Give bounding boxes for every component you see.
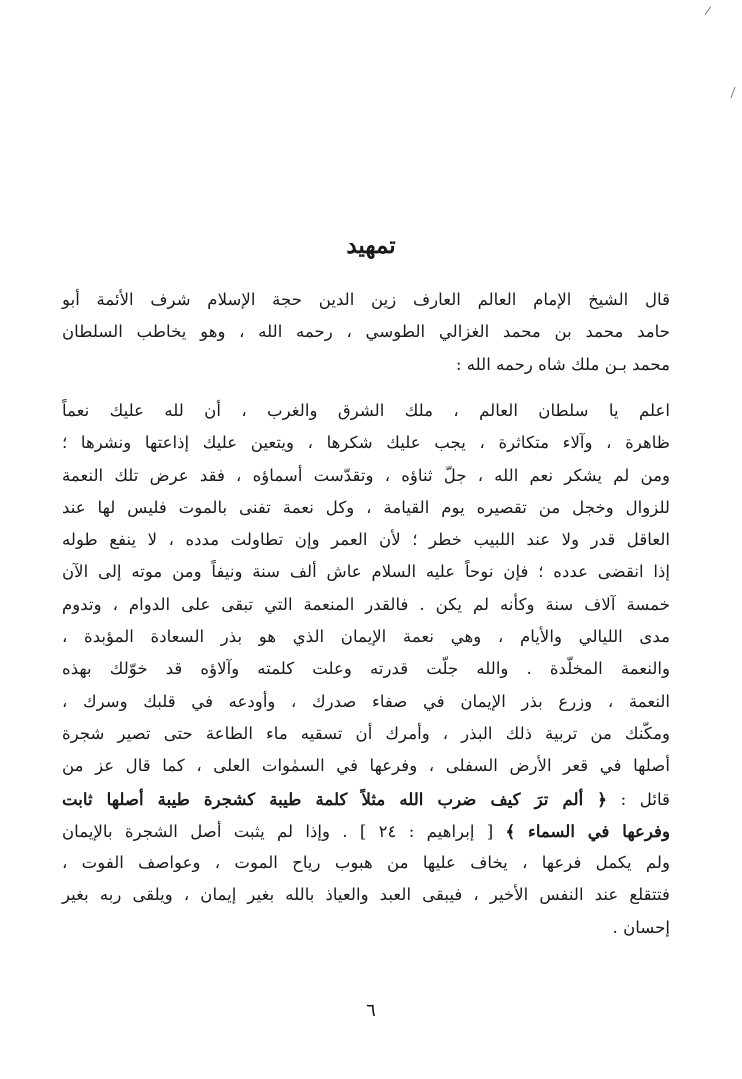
text-line: خمسة آلاف سنة وكأنه لم يكن . فالقدر المنعمة التي تبقى على الدوام ، وتدوم (62, 594, 670, 614)
scan-mark (705, 6, 712, 15)
text-line: مدى الليالي والأيام ، وهي نعمة الإيمان الذي هو بذر السعادة المؤبدة ، (62, 627, 670, 647)
text-line: محمد بـن ملك شاه رحمه الله : (455, 354, 670, 374)
text-line: اعلم يا سلطان العالم ، ملك الشرق والغرب ، أن لله عليك نعماً (62, 401, 670, 420)
quran-verse: ﴿ ألم ترَ كيف ضرب الله مثلاً كلمة طيبة كشجرة طيبة أصلها ثابت (62, 788, 608, 809)
intro-paragraph (62, 284, 670, 381)
text-line: للزوال وخجل من تقصيره يوم القيامة ، وكل نعمة تفنى بالموت فليس لها عند (62, 497, 670, 517)
verse-prefix: قائل : (620, 789, 670, 809)
text-line: والنعمة المخلّدة . والله جلّت قدرته وعلت كلمته وآلاؤه قد خوّلك بهذه (62, 659, 670, 679)
text-line: إذا انقضى عدده ؛ فإن نوحاً عليه السلام عاش ألف سنة ونيفاً ومن موته إلى الآن (62, 562, 670, 582)
verse-citation: [ إبراهيم : ٢٤ ] . (342, 821, 494, 841)
body-paragraph (62, 395, 670, 944)
text-line: أصلها في قعر الأرض السفلى ، وفرعها في السمٰوات العلى ، كما قال عز من (62, 756, 670, 776)
text-line: ومكّنك من تربية ذلك البذر ، وأمرك أن تسقيه ماء الطاعة حتى تصير شجرة (62, 723, 670, 743)
text-line: ومن لم يشكر نعم الله ، جلّ ثناؤه ، وتقدّست أسماؤه ، فقد عرض تلك النعمة (62, 465, 670, 485)
text-span: وإذا لم يثبت أصل الشجرة بالإيمان (62, 821, 330, 841)
page-title: تمهيد (346, 232, 396, 259)
quran-verse-line (62, 783, 670, 815)
text-line: النعمة ، وزرع بذر الإيمان في صفاء صدرك ، وأودعه في قلبك وسرك ، (62, 691, 670, 711)
page-number: ٦ (366, 1000, 376, 1021)
text-line: ولم يكمل فرعها ، يخاف عليها من هبوب رياح الموت ، وعواصف الفوت ، (62, 853, 670, 873)
scan-mark (730, 87, 735, 99)
quran-verse-line (62, 815, 670, 847)
text-line: العاقل قدر ولا عند اللبيب خطر ؛ لأن العمر وإن تطاولت مدده ، لا ينفع طوله (62, 530, 670, 550)
text-line: فتتقلع عند النفس الأخير ، فيبقى العبد والعياذ بالله بغير إيمان ، ويلقى ربه بغير (62, 885, 670, 905)
quran-verse-end: وفرعها في السماء ﴾ (505, 820, 670, 841)
text-line: حامد محمد بن محمد الغزالي الطوسي ، رحمه الله ، وهو يخاطب السلطان (62, 322, 670, 342)
text-line: ظاهرة ، وآلاء متكاثرة ، يجب عليك شكرها ، ويتعين عليك إذاعتها ونشرها ؛ (62, 433, 670, 453)
text-line: قال الشيخ الإمام العالم العارف زين الدين حجة الإسلام شرف الأئمة أبو (62, 290, 670, 309)
text-line: إحسان . (612, 917, 670, 937)
